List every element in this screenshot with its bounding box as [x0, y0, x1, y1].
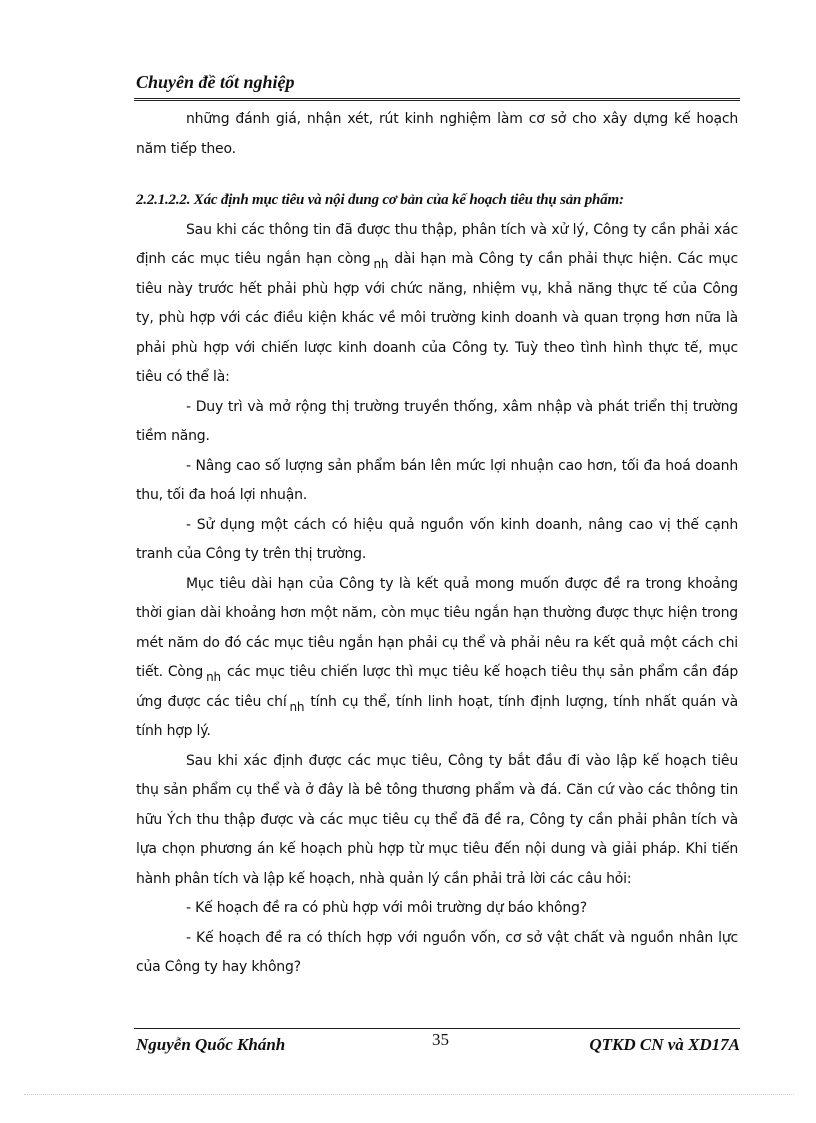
paragraph-3-part-c: tính cụ thể, tính linh hoạt, tính định lượng, tính nhất quán và tính hợp lý. — [136, 693, 738, 739]
paragraph-2-part-b: dài hạn mà Công ty cần phải thực hiện. Các mục tiêu này trước hết phải phù hợp với chức năng, nhiệm vụ, khả năng thực tế của Công ty, phù hợp với các điều kiện khác về môi trường kinh doanh và quan trọng hơn nữa là phải phù hợp với chiến lược kinh doanh của Công ty. Tuỳ theo tình hình thực tế, mục tiêu có thể là: — [136, 251, 738, 385]
paragraph-3 — [136, 570, 738, 747]
bullet-item-2: - Nâng cao số lượng sản phẩm bán lên mức lợi nhuận cao hơn, tối đa hoá doanh thu, tối đa hoá lợi nhuận. — [136, 457, 738, 503]
question-1: - Kế hoạch đề ra có phù hợp với môi trường dự báo không? — [186, 900, 587, 916]
nh-subscript: nh — [289, 699, 305, 714]
nh-subscript: nh — [206, 670, 221, 684]
paragraph-3-part-b: các mục tiêu chiến lược thì mục tiêu kế hoạch tiêu thụ sản phẩm cần đáp ứng được các tiêu chí — [136, 664, 739, 710]
section-heading: 2.2.1.2.2. Xác định mục tiêu và nội dung cơ bản của kế hoạch tiêu thụ sản phẩm: — [136, 192, 624, 208]
footer-page-number: 35 — [432, 1030, 449, 1049]
header-rule — [134, 98, 740, 101]
section-content — [136, 186, 738, 983]
bullet-item-1: - Duy trì và mở rộng thị trường truyền thống, xâm nhập và phát triển thị trường tiềm năng. — [136, 398, 738, 444]
paragraph-2 — [136, 216, 738, 393]
paragraph-1: những đánh giá, nhận xét, rút kinh nghiệm làm cơ sở cho xây dựng kế hoạch năm tiếp theo. — [136, 111, 738, 157]
footer-rule — [134, 1028, 740, 1029]
header-title: Chuyên đề tốt nghiệp — [136, 72, 295, 92]
footer-author: Nguyễn Quốc Khánh — [136, 1035, 286, 1054]
page-edge-divider — [24, 1094, 794, 1095]
nh-subscript: nh — [373, 257, 389, 271]
paragraph-3-part-a: Mục tiêu dài hạn của Công ty là kết quả mong muốn được đề ra trong khoảng thời gian dài khoảng hơn một năm, còn mục tiêu ngắn hạn thường được thực hiện trong mét năm do đó các mục tiêu ngắn hạn phải cụ thể và phải nêu ra kết quả một cách chi tiết. Còng — [136, 575, 738, 680]
bullet-item-3: - Sử dụng một cách có hiệu quả nguồn vốn kinh doanh, nâng cao vị thế cạnh tranh của Công ty trên thị trường. — [136, 516, 738, 562]
question-2: - Kế hoạch đề ra có thích hợp với nguồn vốn, cơ sở vật chất và nguồn nhân lực của Công ty hay không? — [136, 929, 738, 975]
paragraph-2-part-a: Sau khi các thông tin đã được thu thập, phân tích và xử lý, Công ty cần phải xác định các mục tiêu ngắn hạn còng — [136, 221, 738, 267]
paragraph-intro — [136, 105, 738, 164]
paragraph-4: Sau khi xác định được các mục tiêu, Công ty bắt đầu đi vào lập kế hoạch tiêu thụ sản phẩm cụ thể và ở đây là bê tông thương phẩm và đá. Căn cứ vào các thông tin hữu Ých thu thập được và các mục tiêu cụ thể đã đề ra, Công ty cần phải phân tích và lựa chọn phương án kế hoạch phù hợp từ mục tiêu đến nội dung và giải pháp. Khi tiến hành phân tích và lập kế hoạch, nhà quản lý cần phải trả lời các câu hỏi: — [136, 752, 738, 887]
footer-class: QTKD CN và XD17A — [589, 1035, 740, 1054]
